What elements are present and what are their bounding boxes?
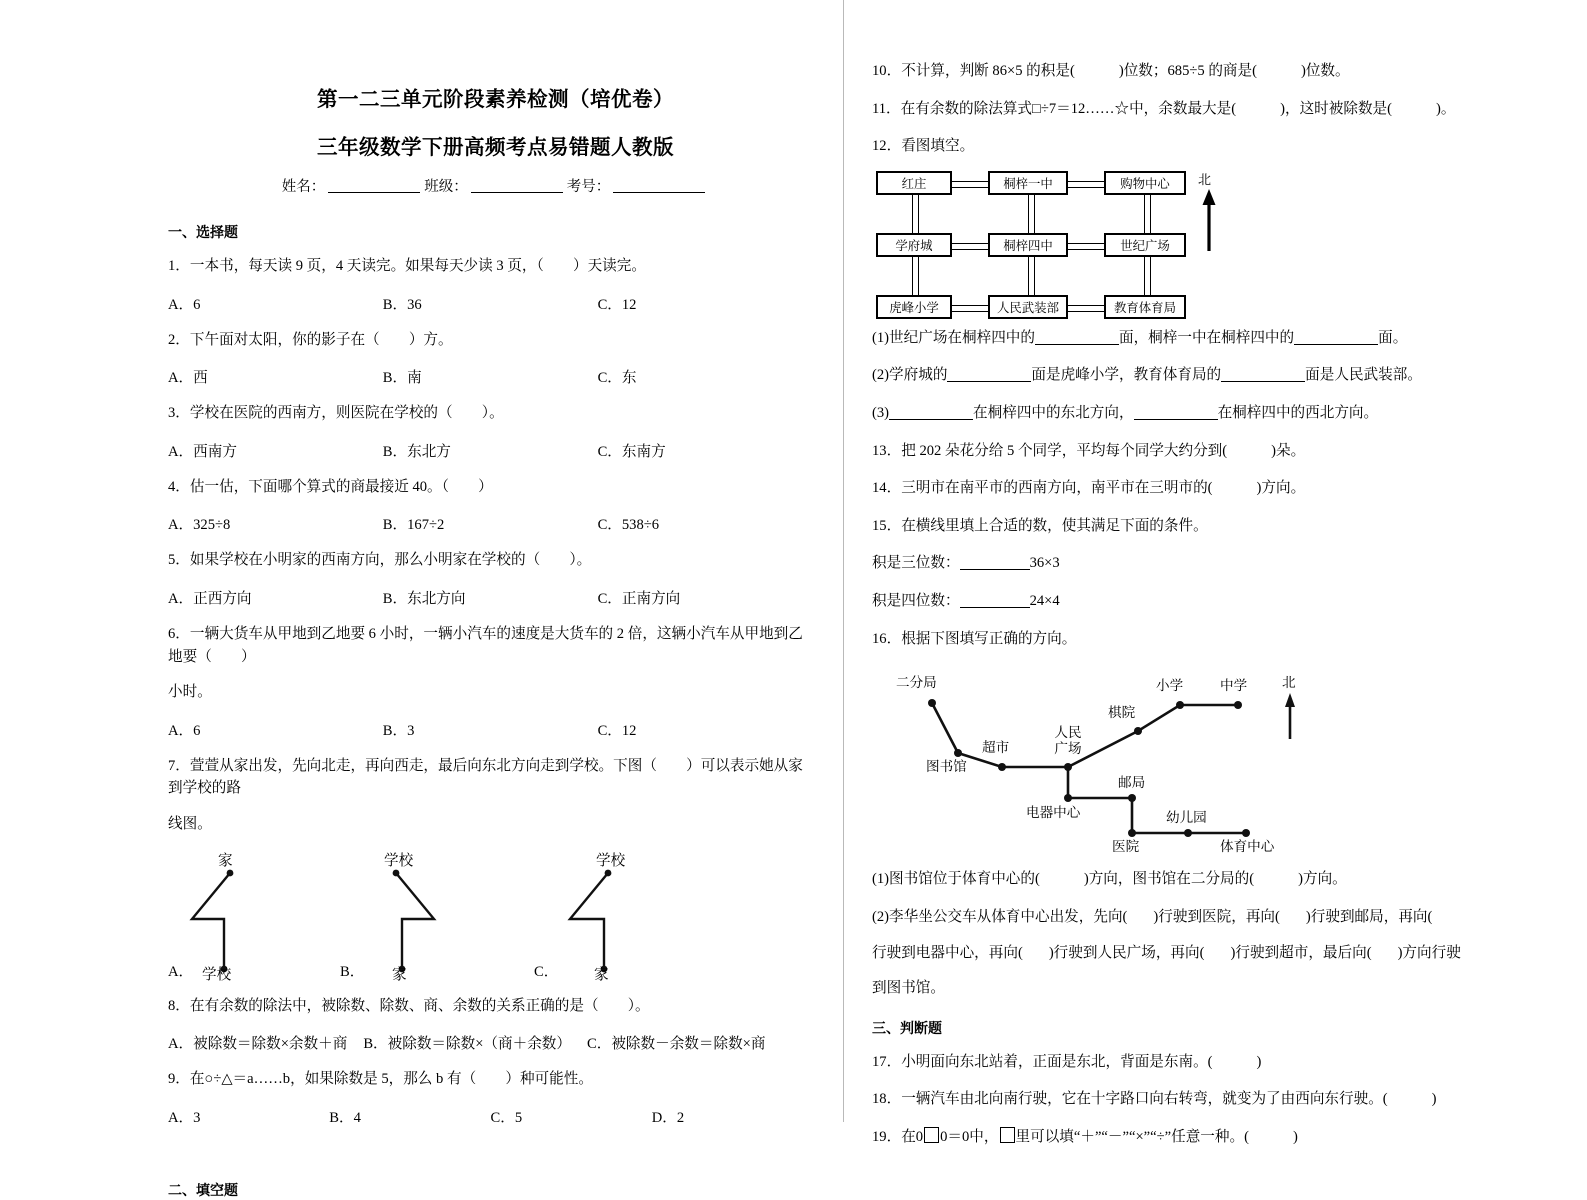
q10-part1: 不计算，判断 86×5 的积是( bbox=[901, 63, 1075, 79]
exam-no-label: 考号： bbox=[566, 179, 611, 195]
name-field[interactable] bbox=[328, 192, 420, 193]
q15-line1-expr: 36×3 bbox=[1029, 555, 1060, 572]
q3-option-b[interactable]: B．东北方 bbox=[382, 443, 451, 460]
q16-sub2-p6: )行驶到超市，最后向( bbox=[1230, 944, 1372, 961]
q7-b-path bbox=[358, 851, 488, 983]
q14-part2: )方向。 bbox=[1256, 480, 1306, 497]
q17-number: 17． bbox=[872, 1053, 902, 1070]
q8-option-b[interactable]: B．被除数＝除数×（商＋余数） bbox=[363, 1036, 571, 1053]
q1-options bbox=[168, 293, 813, 314]
q2-option-a[interactable]: A．西 bbox=[168, 370, 208, 387]
q19-number: 19． bbox=[872, 1128, 902, 1145]
q12-north-label: 北 bbox=[1198, 171, 1212, 187]
q12-sub1-blank-1[interactable] bbox=[1035, 344, 1119, 345]
q3-number: 3． bbox=[168, 405, 190, 422]
q14-part1: 三明市在南平市的西南方向，南平市在三明市的( bbox=[901, 480, 1213, 497]
q16-sub2-p2: )行驶到医院，再向( bbox=[1153, 908, 1280, 925]
q12-sub-2 bbox=[872, 364, 1477, 387]
q2-option-b[interactable]: B．南 bbox=[382, 370, 422, 387]
q16-sub2-p4: 行驶到电器中心，再向( bbox=[872, 944, 1023, 961]
q12-sub3-c: 在桐梓四中的西北方向。 bbox=[1217, 405, 1379, 422]
q16-sub-2-line3 bbox=[872, 977, 1477, 1000]
q5-option-b[interactable]: B．东北方向 bbox=[382, 591, 466, 608]
q12-box-xuefucheng: 学府城 bbox=[876, 233, 952, 257]
q11-number: 11． bbox=[872, 100, 901, 117]
q12-box-hongzhuang: 红庄 bbox=[876, 171, 952, 195]
q12-box-edu-sports-bureau: 教育体育局 bbox=[1104, 295, 1186, 319]
question-14 bbox=[872, 477, 1477, 500]
q1-number: 1． bbox=[168, 258, 190, 274]
q3-options bbox=[168, 440, 813, 461]
question-9 bbox=[168, 1068, 813, 1091]
q16-route-map bbox=[890, 663, 1320, 858]
question-15 bbox=[872, 515, 1477, 538]
question-10 bbox=[872, 60, 1477, 83]
q5-option-c[interactable]: C．正南方向 bbox=[597, 591, 681, 608]
q16-label-kindergarten: 幼儿园 bbox=[1166, 810, 1207, 826]
q16-text: 根据下图填写正确的方向。 bbox=[901, 630, 1077, 647]
q10-part2: )位数；685÷5 的商是( bbox=[1118, 63, 1257, 79]
q12-box-tongzi-yizhong: 桐梓一中 bbox=[988, 171, 1068, 195]
class-label: 班级： bbox=[424, 179, 468, 195]
q12-link-v-right-bottom bbox=[1144, 255, 1151, 297]
q15-line1-label: 积是三位数： bbox=[872, 555, 960, 572]
q12-sub-1 bbox=[872, 327, 1477, 350]
q16-sub1-b: )方向，图书馆在二分局的( bbox=[1083, 871, 1255, 888]
q9-options bbox=[168, 1106, 813, 1127]
q7-option-c-letter[interactable]: C． bbox=[534, 963, 559, 980]
q13-part2: )朵。 bbox=[1271, 442, 1306, 459]
question-8 bbox=[168, 995, 813, 1018]
question-4 bbox=[168, 476, 813, 499]
section-heading-choice: 一、选择题 bbox=[168, 225, 238, 241]
q11-part3: )。 bbox=[1436, 100, 1456, 117]
q16-sub-2-line1 bbox=[872, 906, 1477, 929]
q19-operator-box-2[interactable] bbox=[1000, 1127, 1015, 1143]
q16-label-library: 图书馆 bbox=[926, 759, 967, 775]
q12-text: 看图填空。 bbox=[901, 138, 975, 155]
q11-part2: )，这时被除数是( bbox=[1280, 100, 1392, 117]
question-18 bbox=[872, 1088, 1477, 1111]
q12-sub1-blank-2[interactable] bbox=[1294, 344, 1378, 345]
q6-option-a[interactable]: A．6 bbox=[168, 722, 201, 739]
q12-box-century-square: 世纪广场 bbox=[1104, 233, 1186, 257]
section-heading-fill: 二、填空题 bbox=[168, 1182, 238, 1199]
q12-box-shopping-center: 购物中心 bbox=[1104, 171, 1186, 195]
q9-option-b[interactable]: B．4 bbox=[329, 1109, 361, 1126]
question-11 bbox=[872, 98, 1477, 121]
question-7 bbox=[168, 755, 813, 800]
q7-b-bottom-label: 家 bbox=[392, 966, 407, 983]
q6-options bbox=[168, 719, 813, 740]
q6-text-line2: 小时。 bbox=[168, 684, 212, 701]
q16-label-appliance-center: 电器中心 bbox=[1026, 805, 1081, 821]
q12-sub1-label: (1) bbox=[872, 329, 890, 346]
q4-text: 估一估，下面哪个算式的商最接近 40。（ ） bbox=[189, 478, 493, 495]
q12-number: 12． bbox=[872, 138, 902, 155]
q2-options bbox=[168, 366, 813, 387]
question-13 bbox=[872, 440, 1477, 463]
q12-sub2-label: (2) bbox=[872, 367, 890, 384]
q19-pre: 在0 bbox=[901, 1128, 924, 1145]
q12-link-h-r2-b bbox=[1064, 243, 1108, 250]
q1-option-a[interactable]: A．6 bbox=[168, 296, 201, 313]
q16-label-supermarket: 超市 bbox=[982, 740, 1010, 756]
question-19 bbox=[872, 1126, 1477, 1149]
exam-no-field[interactable] bbox=[613, 192, 705, 193]
q16-label-hospital: 医院 bbox=[1112, 839, 1140, 855]
question-6 bbox=[168, 623, 813, 668]
q12-link-v-left-top bbox=[912, 193, 919, 235]
q9-number: 9． bbox=[168, 1071, 190, 1088]
q9-option-a[interactable]: A．3 bbox=[168, 1109, 201, 1126]
section-heading-judge: 三、判断题 bbox=[872, 1020, 942, 1037]
q5-options bbox=[168, 587, 813, 608]
question-6-cont bbox=[168, 681, 813, 704]
q14-number: 14． bbox=[872, 480, 902, 497]
student-info-line bbox=[168, 175, 813, 196]
q12-sub2-c: 面是人民武装部。 bbox=[1305, 367, 1422, 384]
q19-operator-box-1[interactable] bbox=[924, 1127, 939, 1143]
q8-number: 8． bbox=[168, 997, 190, 1014]
q16-label-middle-school: 中学 bbox=[1220, 678, 1248, 694]
q7-c-bottom-label: 家 bbox=[594, 966, 609, 983]
q15-line-1 bbox=[872, 552, 1477, 575]
q12-link-v-mid-top bbox=[1028, 193, 1035, 235]
q12-sub2-b: 面是虎峰小学，教育体育局的 bbox=[1031, 367, 1222, 384]
q16-label-post-office: 邮局 bbox=[1118, 775, 1146, 791]
q9-option-d[interactable]: D．2 bbox=[651, 1109, 685, 1126]
q15-line1-blank[interactable] bbox=[960, 569, 1030, 570]
q12-sub2-blank-2[interactable] bbox=[1221, 381, 1305, 382]
q7-b-top-label: 学校 bbox=[384, 852, 414, 869]
q15-line-2 bbox=[872, 590, 1477, 613]
q13-number: 13． bbox=[872, 442, 902, 459]
q19-tail: ) bbox=[1292, 1128, 1298, 1145]
q8-text: 在有余数的除法中，被除数、除数、商、余数的关系正确的是（ ）。 bbox=[189, 997, 650, 1014]
q6-option-c[interactable]: C．12 bbox=[597, 722, 637, 739]
q13-part1: 把 202 朵花分给 5 个同学，平均每个同学大约分到( bbox=[901, 442, 1228, 459]
q12-sub2-blank-1[interactable] bbox=[947, 381, 1031, 382]
q6-text-line1: 一辆大货车从甲地到乙地要 6 小时，一辆小汽车的速度是大货车的 2 倍，这辆小汽车从甲地到乙地要（ ） bbox=[168, 626, 803, 665]
q18-text: 一辆汽车由北向南行驶，它在十字路口向右转弯，就变为了由西向东行驶。( bbox=[901, 1091, 1388, 1108]
q5-option-a[interactable]: A．正西方向 bbox=[168, 591, 252, 608]
q1-text: 一本书，每天读 9 页，4 天读完。如果每天少读 3 页，（ ）天读完。 bbox=[189, 258, 646, 274]
page-subtitle: 三年级数学下册高频考点易错题人教版 bbox=[317, 135, 674, 159]
q7-a-bottom-label: 学校 bbox=[202, 966, 232, 983]
q16-sub1-label: (1) bbox=[872, 871, 890, 888]
q18-number: 18． bbox=[872, 1091, 902, 1108]
q16-label-chess-house: 棋院 bbox=[1108, 705, 1136, 721]
q12-box-peoples-armed-dept: 人民武装部 bbox=[988, 295, 1068, 319]
q7-number: 7． bbox=[168, 757, 190, 774]
q7-diagram-b[interactable] bbox=[358, 851, 488, 988]
q4-option-c[interactable]: C．538÷6 bbox=[597, 517, 660, 534]
q16-label-erfenju: 二分局 bbox=[896, 675, 937, 691]
q11-part1: 在有余数的除法算式□÷7＝12……☆中，余数最大是( bbox=[900, 100, 1237, 117]
name-label: 姓名： bbox=[281, 179, 326, 195]
q7-text-line1: 萱萱从家出发，先向北走，再向西走，最后向东北方向走到学校。下图（ ）可以表示她从家到学校的路 bbox=[168, 757, 803, 797]
q16-sub-1 bbox=[872, 868, 1477, 891]
q12-sub3-label: (3) bbox=[872, 405, 890, 422]
q1-option-c[interactable]: C．12 bbox=[597, 296, 637, 313]
q17-tail: ) bbox=[1256, 1053, 1262, 1070]
question-16 bbox=[872, 628, 1477, 651]
q12-sub3-blank-2[interactable] bbox=[1134, 419, 1218, 420]
q15-line2-blank[interactable] bbox=[960, 607, 1030, 608]
q12-sub1-c: 面。 bbox=[1378, 329, 1408, 346]
q12-box-hufeng-primary: 虎峰小学 bbox=[876, 295, 952, 319]
q2-option-c[interactable]: C．东 bbox=[597, 370, 637, 387]
q16-number: 16． bbox=[872, 630, 902, 647]
q16-sub1-c: )方向。 bbox=[1298, 871, 1347, 888]
q7-c-path bbox=[552, 851, 682, 983]
q12-link-h-r3-a bbox=[948, 305, 992, 312]
q10-part3: )位数。 bbox=[1300, 63, 1350, 79]
q7-option-b-letter[interactable]: B． bbox=[340, 963, 365, 980]
question-3 bbox=[168, 402, 813, 425]
q7-diagram-c[interactable] bbox=[552, 851, 682, 988]
q16-label-sports-center: 体育中心 bbox=[1220, 839, 1275, 855]
q16-sub-2-line2 bbox=[872, 942, 1477, 965]
q7-a-top-label: 家 bbox=[218, 852, 233, 869]
q12-grid-map bbox=[876, 171, 1216, 313]
page-title: 第一二三单元阶段素养检测（培优卷） bbox=[317, 87, 674, 111]
question-12 bbox=[872, 135, 1477, 158]
q10-number: 10． bbox=[872, 63, 902, 79]
q12-north-arrow-icon bbox=[1196, 189, 1224, 251]
q9-text: 在○÷△＝a……b，如果除数是 5，那么 b 有（ ）种可能性。 bbox=[189, 1071, 593, 1088]
q19-post: 里可以填“＋”“－”“×”“÷”任意一种。( bbox=[1015, 1128, 1249, 1145]
q12-link-h-r2-a bbox=[948, 243, 992, 250]
question-1 bbox=[168, 255, 813, 278]
q8-option-a[interactable]: A．被除数＝除数×余数＋商 bbox=[168, 1036, 348, 1053]
q15-line2-expr: 24×4 bbox=[1029, 593, 1060, 610]
q9-option-c[interactable]: C．5 bbox=[490, 1109, 523, 1126]
q5-text: 如果学校在小明家的西南方向，那么小明家在学校的（ ）。 bbox=[189, 552, 592, 569]
q12-sub3-b: 在桐梓四中的东北方向， bbox=[973, 405, 1134, 422]
q8-option-c[interactable]: C．被除数－余数＝除数×商 bbox=[587, 1036, 766, 1053]
q7-option-a-letter[interactable]: A． bbox=[168, 963, 194, 980]
question-17 bbox=[872, 1051, 1477, 1074]
q12-link-h-r3-b bbox=[1064, 305, 1108, 312]
q7-text-line2: 线图。 bbox=[168, 816, 212, 833]
q16-sub2-p1: 李华坐公交车从体育中心出发，先向( bbox=[889, 908, 1128, 925]
q12-sub1-b: 面，桐梓一中在桐梓四中的 bbox=[1118, 329, 1295, 346]
q16-sub2-p5: )行驶到人民广场，再向( bbox=[1048, 944, 1205, 961]
q12-link-v-mid-bottom bbox=[1028, 255, 1035, 297]
q18-tail: ) bbox=[1431, 1091, 1437, 1108]
q16-north-label: 北 bbox=[1282, 675, 1296, 691]
q16-label-primary-school: 小学 bbox=[1156, 678, 1184, 694]
q4-options bbox=[168, 513, 813, 534]
q3-text: 学校在医院的西南方，则医院在学校的（ ）。 bbox=[189, 405, 504, 422]
q7-diagram-row bbox=[168, 851, 813, 983]
q12-link-h-r1-a bbox=[948, 181, 992, 188]
right-column bbox=[843, 0, 1587, 1145]
q17-text: 小明面向东北站着，正面是东北，背面是东南。( bbox=[901, 1053, 1213, 1070]
question-5 bbox=[168, 549, 813, 572]
q19-mid: 0＝0中， bbox=[940, 1128, 999, 1145]
question-7-cont bbox=[168, 813, 813, 836]
question-2 bbox=[168, 329, 813, 352]
q12-link-v-right-top bbox=[1144, 193, 1151, 235]
q12-sub3-blank-1[interactable] bbox=[889, 419, 973, 420]
q15-text: 在横线里填上合适的数，使其满足下面的条件。 bbox=[901, 517, 1208, 534]
q12-link-h-r1-b bbox=[1064, 181, 1108, 188]
q2-text: 下午面对太阳，你的影子在（ ）方。 bbox=[189, 331, 453, 348]
q2-number: 2． bbox=[168, 331, 190, 348]
q16-sub2-p3: )行驶到邮局，再向( bbox=[1305, 908, 1433, 925]
q16-sub2-p7: )方向行驶 bbox=[1397, 944, 1461, 961]
q16-sub1-a: 图书馆位于体育中心的( bbox=[889, 871, 1040, 888]
q1-option-b[interactable]: B．36 bbox=[382, 296, 422, 313]
q12-sub1-a: 世纪广场在桐梓四中的 bbox=[889, 329, 1035, 346]
q7-diagram-a[interactable] bbox=[182, 851, 312, 988]
q12-box-tongzi-sizhong: 桐梓四中 bbox=[988, 233, 1068, 257]
q3-option-a[interactable]: A．西南方 bbox=[168, 443, 237, 460]
q12-sub-3 bbox=[872, 402, 1477, 425]
q5-number: 5． bbox=[168, 552, 190, 569]
q7-c-top-label: 学校 bbox=[596, 852, 626, 869]
q12-link-v-left-bottom bbox=[912, 255, 919, 297]
q4-number: 4． bbox=[168, 478, 190, 495]
q16-sub2-p8: 到图书馆。 bbox=[872, 980, 945, 997]
q16-label-peoples-square: 人民 广场 bbox=[1054, 725, 1082, 756]
q4-option-b[interactable]: B．167÷2 bbox=[382, 517, 445, 534]
class-field[interactable] bbox=[471, 192, 563, 193]
q12-sub2-a: 学府城的 bbox=[889, 367, 948, 384]
q6-number: 6． bbox=[168, 626, 190, 643]
q15-line2-label: 积是四位数： bbox=[872, 593, 960, 610]
q6-option-b[interactable]: B．3 bbox=[382, 722, 415, 739]
q15-number: 15． bbox=[872, 517, 902, 534]
q4-option-a[interactable]: A．325÷8 bbox=[168, 517, 231, 534]
q8-options bbox=[168, 1032, 813, 1053]
q3-option-c[interactable]: C．东南方 bbox=[597, 443, 666, 460]
q16-sub2-label: (2) bbox=[872, 908, 890, 925]
